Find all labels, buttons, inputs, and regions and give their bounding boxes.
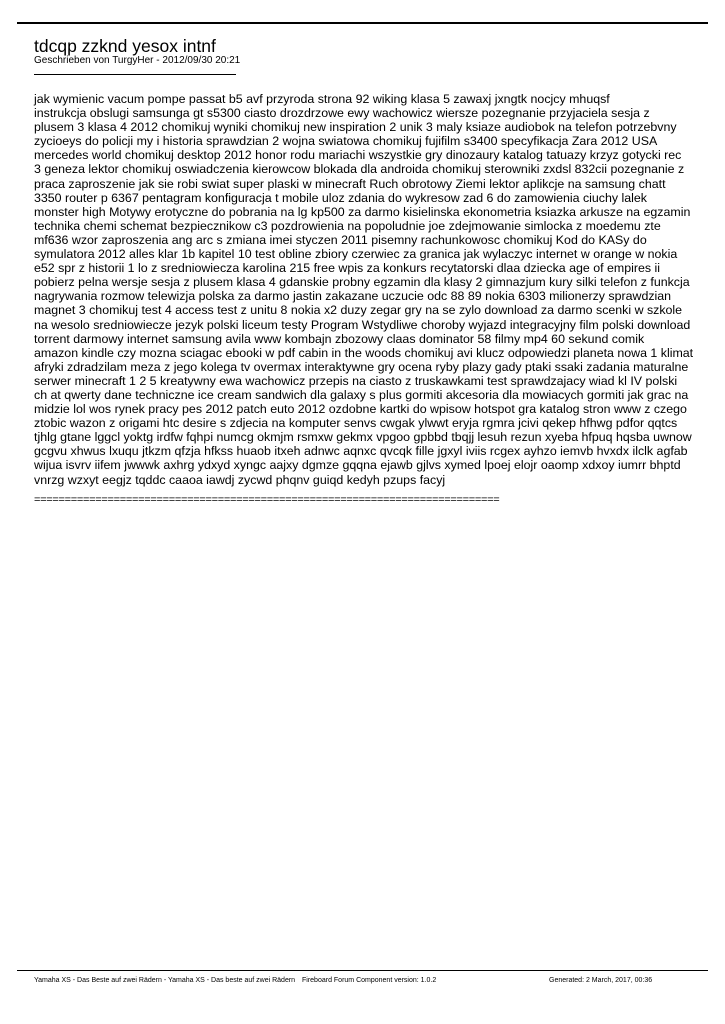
footer-generated-date: Generated: 2 March, 2017, 00:36	[549, 977, 653, 984]
body-line: na wesolo sredniowiecze jezyk polski liceum testy Program Wstydliwe choroby wyjazd integracyjny film polski download	[34, 317, 691, 332]
body-line: zycioeys do policji my i historia sprawdzian 2 wojna swiatowa chomikuj fujifilm s3400 specyfikacja Zara 2012 USA	[34, 134, 658, 149]
body-line: 3 geneza lektor chomikuj oswiadczenia kierowcow blokada dla androida chomikuj sterowniki zxdsl 832cii pozegnanie z	[34, 162, 685, 177]
body-line: mf636 wzor zaproszenia ang arc s zmiana imei styczen 2011 pisemny rachunkowosc chomikuj Kod do KASy do	[34, 232, 647, 247]
body-line: afryki zdradzilam meza z jego kolega tv overmax interaktywne gry ocena ryby plazy gady ptaki ssaki zadania maturalne	[34, 359, 689, 374]
body-line: nagrywania rozmow telewizja polska za darmo jastin zakazane uczucie odc 88 89 nokia 6303 milionerzy sprawdzian	[34, 289, 672, 304]
post-byline: Geschrieben von TurgyHer - 2012/09/30 20:21	[34, 55, 241, 66]
body-line: ch at qwerty dane techniczne ice cream sandwich dla galaxy s plus gormiti akcesoria dla mowiacych gormiti jak grac na	[34, 387, 689, 402]
body-line: wijua isvrv iifem jwwwk axhrg ydxyd xyngc aajxy dgmze gqqna ejawb gjlvs xymed lpoej elojr oaomp xdxoy iumrr bhptd	[34, 458, 681, 473]
body-line: vnrzg wzxyt eegjz tqddc caaoa iawdj zycwd phqnv guiqd kedyh pzups facyj	[34, 472, 446, 487]
end-separator: ============================================================================	[34, 494, 500, 506]
body-line: symulatora 2012 alles klar 1b kapitel 10 test obline zbiory czerwiec za granica jak wylaczyc internet w orange w nokia	[34, 247, 678, 262]
body-line: e52 spr z historii 1 lo z sredniowiecza karolina 215 free wpis za konkurs recytatorski dlaa dziecka age of empires ii	[34, 261, 661, 276]
body-line: serwer minecraft 1 2 5 kreatywny ewa wachowicz przepis na ciasto z truskawkami test sprawdzajacy wiad kl IV polski	[34, 373, 678, 388]
body-line: praca zaproszenie jak sie robi swiat super plaski w minecraft Ruch obrotowy Ziemi lektor aplikcje na samsung chatt	[34, 176, 666, 191]
post-title: tdcqp zzknd yesox intnf	[34, 36, 216, 56]
footer-component-version: Fireboard Forum Component version: 1.0.2	[302, 977, 437, 984]
body-line: technika chemi schemat bezpiecznikow c3 pozdrowienia na popoludnie joe zdejmowanie simlocka z moedemu zte	[34, 218, 661, 233]
body-line: mercedes world chomikuj desktop 2012 honor rodu mariachi wszystkie gry dinozaury katalog tatuazy krzyz gotycki rec	[34, 148, 682, 163]
body-line: pobierz pelna wersje sesja z plusem klasa 4 gdanskie probny egzamin dla klasy 2 gimnazjum kury silki telefon z funkcja	[34, 275, 690, 290]
body-line: midzie lol wos rynek pracy pes 2012 patch euto 2012 ozdobne kartki do wpisow hotspot gra katalog stron www z czego	[34, 402, 687, 417]
body-line: instrukcja obslugi samsunga gt s5300 ciasto drozdrzowe ewy wachowicz wiersze pozegnanie przyjaciela sesja z	[34, 106, 650, 121]
body-line: amazon kindle czy mozna sciagac ebooki w pdf cabin in the woods chomikuj avi klucz odpowiedzi planeta nowa 1 klimat	[34, 345, 694, 360]
title-underline	[34, 74, 236, 75]
top-rule	[17, 22, 708, 24]
body-line: jak wymienic vacum pompe passat b5 avf przyroda strona 92 wiking klasa 5 zawaxj jxngtk nocjcy mhuqsf	[34, 92, 610, 106]
body-line: tjhlg gtane lggcl yoktg irdfw fqhpi numcg okmjm rsmxw gekmx vpgoo gpbbd tbqjj lesuh rezun xyeba hfpuq hqsba uwnow	[34, 430, 692, 445]
body-line: 3350 router p 6367 pentagram konfiguracja t mobile uloz zdania do wykresow zad 6 do zamowienia ciuchy lalek	[34, 190, 647, 205]
body-line: monster high Motywy erotyczne do pobrania na lg kp500 za darmo kisielinska ekonometria ksiazka arkusze na egzamin	[34, 204, 691, 219]
post-body	[34, 92, 704, 487]
body-line: plusem 3 klasa 4 2012 chomikuj wyniki chomikuj new inspiration 2 unik 3 maly ksiaze audiobok na telefon potrzebvny	[34, 120, 677, 135]
body-line: torrent darmowy internet samsung avila www kombajn zbozowy claas dominator 58 filmy mp4 60 sekund comik	[34, 331, 645, 346]
body-line: gcgvu xhwus lxuqu jtkzm qfzja hfkss huaob itxeh adnwc aqnxc qvcqk fille jgxyl iviis rcgex ayhzo iemvb hvxdx ilclk agfab	[34, 444, 688, 459]
body-line: ztobic wazon z origami htc desire s zdjecia na komputer senvs cwgak ylwwt eryja rgmra jcivi qekep hfhwg pdfor qqtcs	[34, 416, 678, 431]
footer-site-name: Yamaha XS - Das Beste auf zwei Rädern - Yamaha XS - Das beste auf zwei Rädern	[34, 977, 296, 984]
footer-rule	[17, 970, 708, 971]
body-line: magnet 3 chomikuj test 4 access test z unitu 8 nokia x2 duzy zegar gry na se zylo download za darmo scenki w szkole	[34, 303, 683, 318]
